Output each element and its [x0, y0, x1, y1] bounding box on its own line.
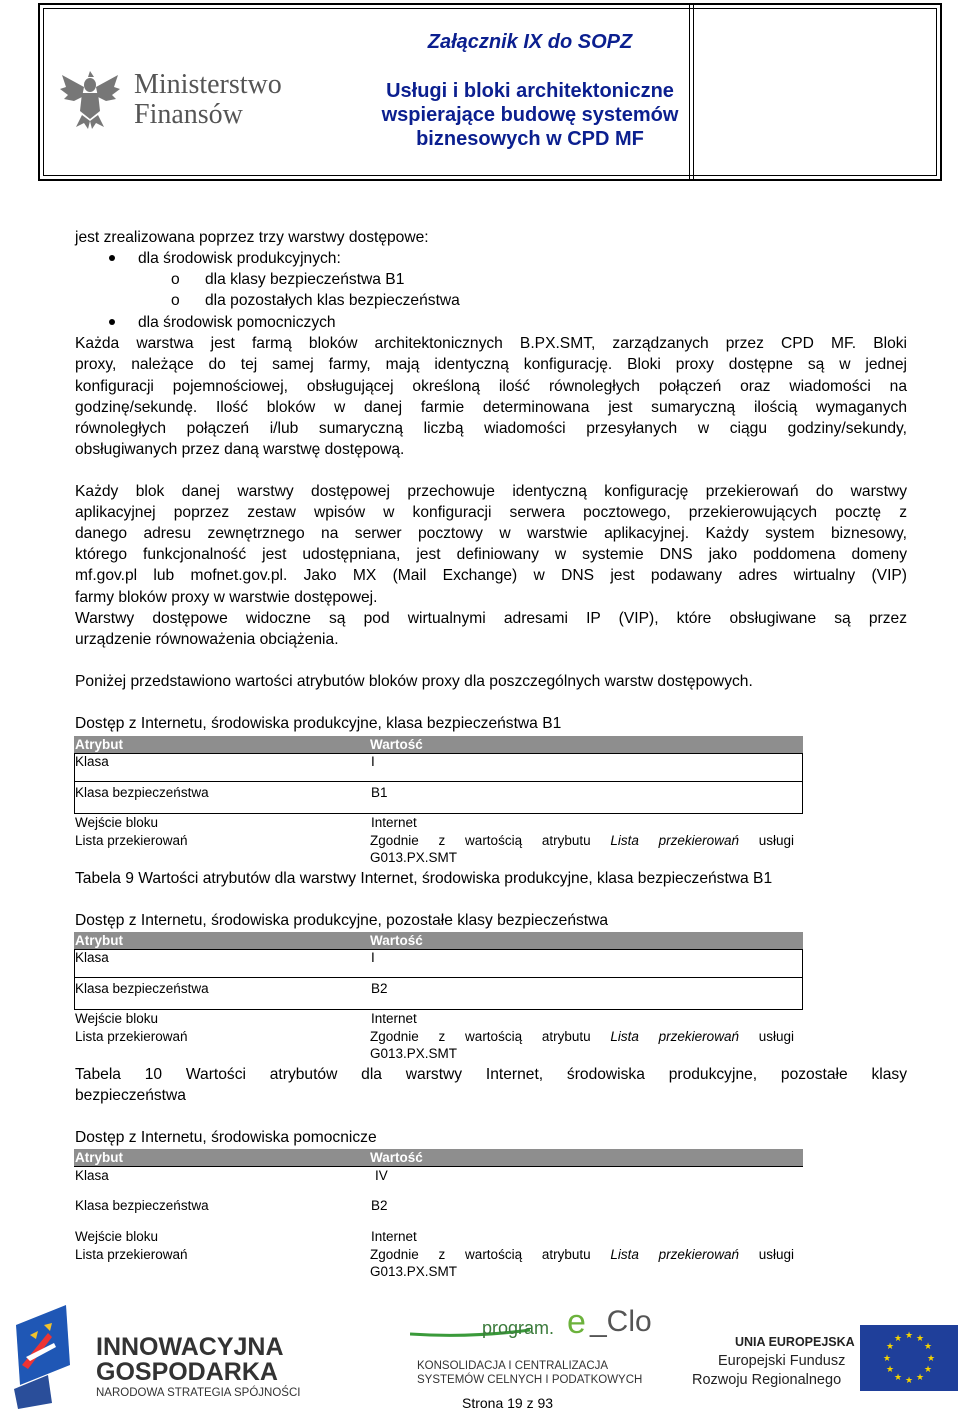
table2-cell-attr: Wejście bloku — [75, 1011, 159, 1026]
bullet-production: dla środowisk produkcyjnych: — [138, 250, 341, 267]
eclo-line2: SYSTEMÓW CELNYCH I PODATKOWYCH — [417, 1374, 643, 1386]
table1-col-attr: Atrybut — [75, 737, 123, 752]
svg-text:★: ★ — [915, 1373, 925, 1383]
svg-text:★: ★ — [882, 1354, 892, 1364]
svg-text:★: ★ — [915, 1334, 925, 1344]
svg-text:★: ★ — [885, 1365, 895, 1375]
eu-line3: Rozwoju Regionalnego — [692, 1372, 842, 1388]
table2-cell-attr: Lista przekierowań — [75, 1029, 188, 1044]
table3-header-row — [74, 1149, 803, 1166]
value-text: Zgodnie z wartością atrybutu — [370, 1029, 611, 1044]
ig-logo-line3: NARODOWA STRATEGIA SPÓJNOŚCI — [96, 1387, 301, 1399]
eclo-line1: KONSOLIDACJA I CENTRALIZACJA — [417, 1360, 609, 1372]
header-subtitle-line1: Usługi i bloki architektoniczne — [386, 80, 674, 102]
table3-cell-attr: Lista przekierowań — [75, 1247, 188, 1262]
sub-marker: o — [171, 292, 180, 309]
para2-line: aplikacyjnej poprzez zestaw wpisów w konfiguracji serwera pocztowego, przekierowujących pocztę z — [75, 504, 907, 521]
table2-cell-attr: Klasa bezpieczeństwa — [75, 981, 209, 996]
bullet-icon — [109, 319, 115, 325]
table3-cell-value-cont: G013.PX.SMT — [370, 1264, 458, 1279]
ministry-logo-text — [134, 70, 282, 130]
header-title: Załącznik IX do SOPZ — [427, 31, 633, 53]
svg-text:★: ★ — [904, 1331, 914, 1341]
table2-caption-line1: Tabela 10 Wartości atrybutów dla warstwy Internet, środowiska produkcyjne, pozostałe klasy — [75, 1066, 907, 1083]
eu-flag-icon — [860, 1325, 958, 1391]
table1-cell-attr: Wejście bloku — [75, 815, 159, 830]
para2-line: którego funkcjonalność jest udostępniana, jest definiowany w systemie DNS jako poddomena domeny — [75, 546, 907, 563]
eclo-clo: _Clo — [590, 1305, 652, 1338]
value-italic: Lista przekierowań — [610, 1247, 739, 1262]
value-text: Zgodnie z wartością atrybutu — [370, 1247, 611, 1262]
eu-line2: Europejski Fundusz — [718, 1353, 846, 1369]
table1-heading: Dostęp z Internetu, środowiska produkcyjne, klasa bezpieczeństwa B1 — [75, 715, 562, 732]
value-text: usługi — [738, 833, 795, 848]
value-text: usługi — [738, 1029, 795, 1044]
table2-cell-attr: Klasa — [75, 950, 109, 965]
document-header — [38, 3, 942, 181]
sub-item-b1: dla klasy bezpieczeństwa B1 — [205, 271, 405, 288]
svg-text:★: ★ — [893, 1373, 903, 1383]
eclo-e: e — [567, 1303, 586, 1341]
value-italic: Lista przekierowań — [610, 833, 739, 848]
table1-cell-attr: Klasa bezpieczeństwa — [75, 785, 209, 800]
table1-row-box — [74, 753, 803, 782]
table2-row-box — [74, 949, 803, 978]
table3-heading: Dostęp z Internetu, środowiska pomocnicze — [75, 1129, 377, 1146]
table2-cell-value — [370, 1029, 794, 1045]
table1-cell-value-cont: G013.PX.SMT — [370, 850, 458, 865]
table1-cell-value: B1 — [371, 785, 388, 800]
table1-caption: Tabela 9 Wartości atrybutów dla warstwy Internet, środowiska produkcyjne, klasa bezpieczeństwa B1 — [75, 870, 773, 887]
intro-text: jest zrealizowana poprzez trzy warstwy dostępowe: — [75, 229, 429, 246]
para3: Poniżej przedstawiono wartości atrybutów bloków proxy dla poszczególnych warstw dostępowych. — [75, 673, 753, 690]
table3-cell-value: B2 — [371, 1198, 388, 1213]
para2-line: farmy bloków proxy w warstwie dostępowej. — [75, 589, 378, 606]
header-subtitle-line3: biznesowych w CPD MF — [416, 128, 644, 150]
table2-cell-value: Internet — [371, 1011, 417, 1026]
para2-line: Każdy blok danej warstwy dostępowej przechowuje identyczną konfigurację przekierowań do warstwy — [75, 483, 907, 500]
value-text: Zgodnie z wartością atrybutu — [370, 833, 611, 848]
table3-rule — [74, 1166, 803, 1167]
page-number: Strona 19 z 93 — [462, 1395, 554, 1411]
table1-cell-value — [370, 833, 794, 849]
eu-line1: UNIA EUROPEJSKA — [735, 1335, 855, 1349]
innovative-economy-flag-icon — [8, 1305, 74, 1409]
sub-marker: o — [171, 271, 180, 288]
bullet-icon — [109, 255, 115, 261]
table2-heading: Dostęp z Internetu, środowiska produkcyjne, pozostałe klasy bezpieczeństwa — [75, 912, 609, 929]
svg-text:★: ★ — [926, 1354, 936, 1364]
table3-cell-attr: Klasa — [75, 1168, 109, 1183]
svg-text:★: ★ — [885, 1342, 895, 1352]
svg-text:★: ★ — [904, 1376, 914, 1386]
table3-col-value: Wartość — [370, 1150, 423, 1165]
para1-line: obsługiwanych przez daną warstwę dostępową. — [75, 441, 405, 458]
table2-cell-value: I — [371, 950, 375, 965]
para1-line: Każda warstwa jest farmą bloków architektonicznych B.PX.SMT, zarządzanych przez CPD MF. Bloki — [75, 335, 907, 352]
para1-line: proxy, należące do tej samej farmy, mają identyczną konfigurację. Bloki proxy dostępne są w jednej — [75, 356, 907, 373]
table2-col-attr: Atrybut — [75, 933, 123, 948]
ministry-logo-line1: Ministerstwo — [134, 69, 282, 100]
ig-logo-line1: INNOWACYJNA — [96, 1333, 284, 1361]
table3-cell-attr: Wejście bloku — [75, 1229, 159, 1244]
svg-text:★: ★ — [923, 1342, 933, 1352]
table1-col-value: Wartość — [370, 737, 423, 752]
table2-cell-value: B2 — [371, 981, 388, 996]
para2-line: mf.gov.pl lub mofnet.gov.pl. Jako MX (Mail Exchange) w DNS jest podawany adres wirtualny (VIP) — [75, 567, 907, 584]
para1-line: godzinę/sekundę. Ilość bloków w danej farmie determinowana jest sumaryczną ilością wymaganych — [75, 399, 907, 416]
ig-logo-line2: GOSPODARKA — [96, 1358, 278, 1386]
table2-col-value: Wartość — [370, 933, 423, 948]
table1-cell-value: I — [371, 754, 375, 769]
table1-cell-value: Internet — [371, 815, 417, 830]
para1-line: konfiguracji pojemnościowej, obsługującej określoną ilość równoległych połączeń oraz wiadomości na — [75, 378, 907, 395]
header-subtitle-line2: wspierające budowę systemów — [381, 104, 679, 126]
svg-text:★: ★ — [893, 1334, 903, 1344]
value-text: usługi — [738, 1247, 795, 1262]
bullet-auxiliary: dla środowisk pomocniczych — [138, 314, 336, 331]
para2-line: danego adresu zewnętrznego na serwer pocztowy w warstwie aplikacyjnej. Każdy system biznesowy, — [75, 525, 907, 542]
table2-header-row — [74, 932, 803, 949]
table1-header-row — [74, 736, 803, 753]
ministry-logo-line2: Finansów — [134, 99, 243, 130]
table1-cell-attr: Klasa — [75, 754, 109, 769]
table1-cell-attr: Lista przekierowań — [75, 833, 188, 848]
table3-cell-attr: Klasa bezpieczeństwa — [75, 1198, 209, 1213]
para2-line: Warstwy dostępowe widoczne są pod wirtualnymi adresami IP (VIP), które obsługiwane są przez — [75, 610, 907, 627]
para2-line: urządzenie równoważenia obciążenia. — [75, 631, 339, 648]
eclo-program: program. — [482, 1318, 555, 1338]
para1-line: równoległych połączeń i/lub sumaryczną liczbą wiadomości przesyłanych w ciągu godziny/sekundy, — [75, 420, 907, 437]
table3-col-attr: Atrybut — [75, 1150, 123, 1165]
svg-text:★: ★ — [923, 1365, 933, 1375]
sub-item-other: dla pozostałych klas bezpieczeństwa — [205, 292, 460, 309]
table3-cell-value — [370, 1247, 794, 1263]
table2-caption-line2: bezpieczeństwa — [75, 1087, 186, 1104]
eagle-emblem-icon — [58, 65, 122, 131]
table3-cell-value: IV — [375, 1168, 388, 1183]
table2-cell-value-cont: G013.PX.SMT — [370, 1046, 458, 1061]
value-italic: Lista przekierowań — [610, 1029, 739, 1044]
table3-cell-value: Internet — [371, 1229, 417, 1244]
